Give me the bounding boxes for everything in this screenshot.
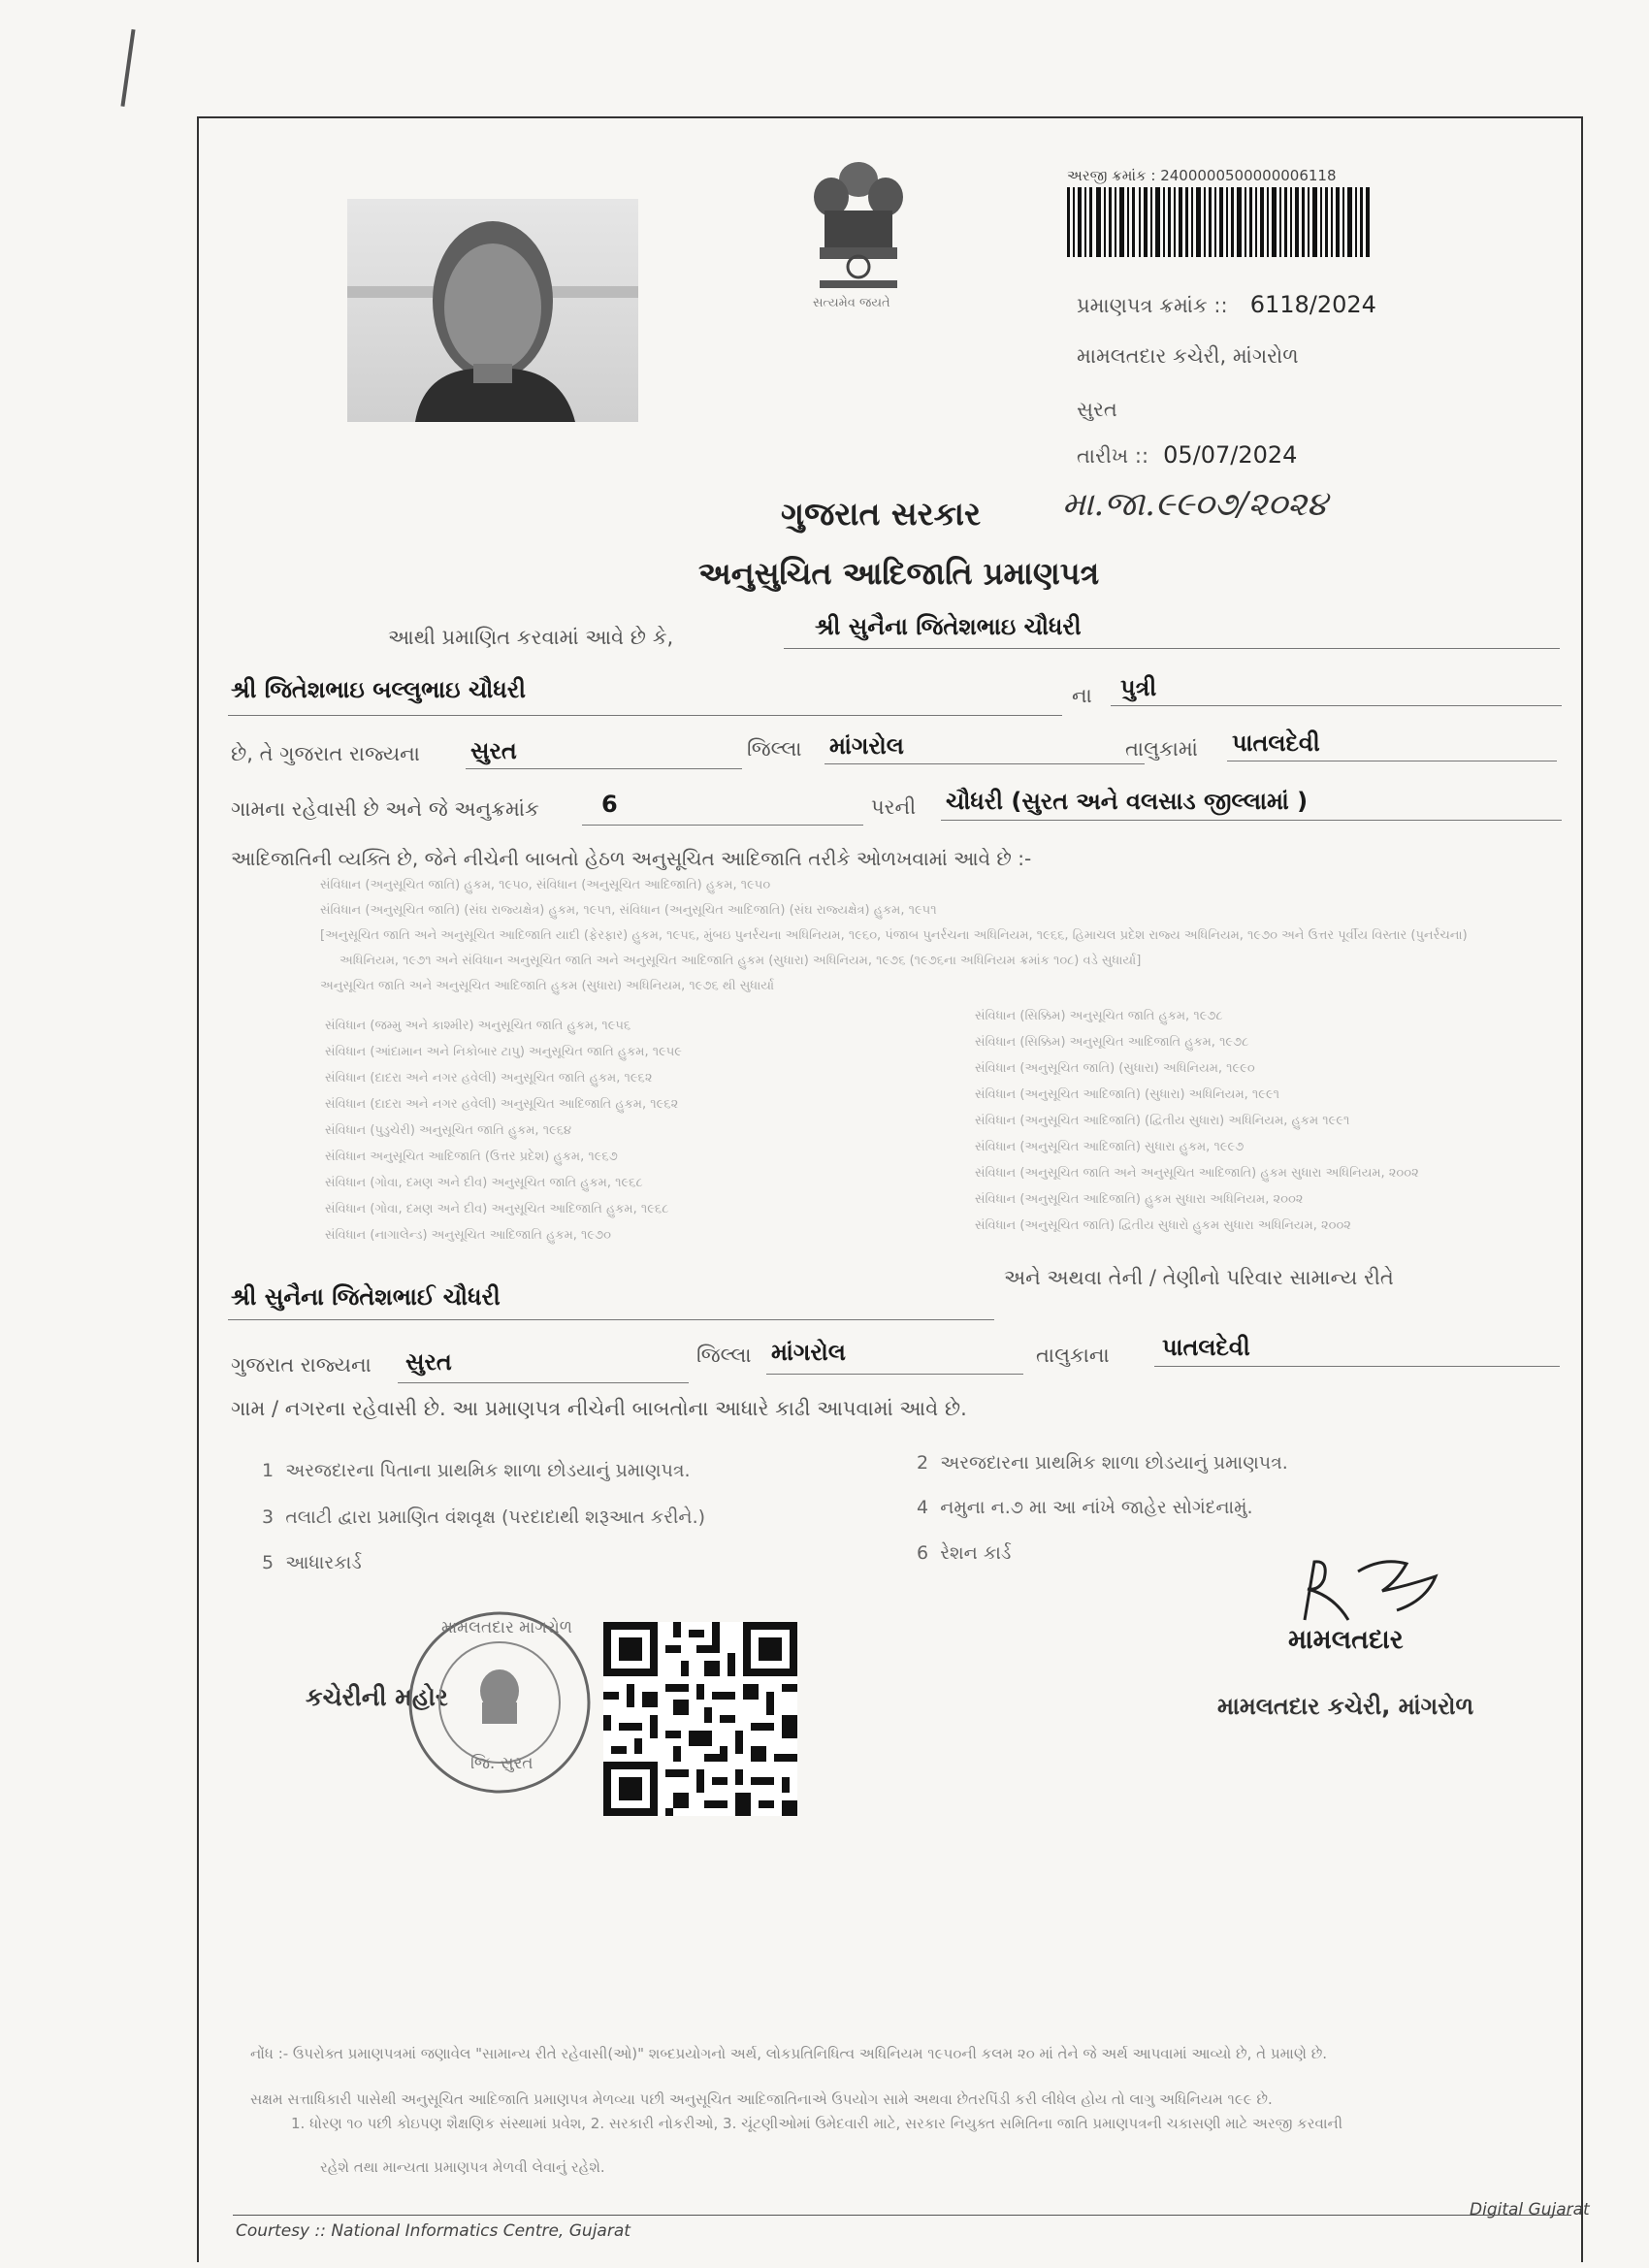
basis-text: ગામ / નગરના રહેવાસી છે. આ પ્રમાણપત્ર નીચેની બાબતોના આધારે કાઢી આપવામાં આવે છે. bbox=[231, 1397, 967, 1420]
order-item: સંવિધાન (સિક્કિમ) અનુસૂચિત આદિજાતિ હુકમ, ૧૯૭૮ bbox=[975, 1035, 1249, 1050]
government-title: ગુજરાત સરકાર bbox=[781, 495, 982, 533]
certificate-date-line bbox=[1077, 441, 1297, 469]
document-item-4: 4 નમુના ન.૭ મા આ નાંખે જાહેર સોગંદનામું. bbox=[917, 1497, 1253, 1518]
qr-code bbox=[603, 1622, 797, 1816]
family-member-name: શ્રી સુનૈના જિતેશભાઈ ચૌધરી bbox=[231, 1283, 501, 1311]
application-number-line bbox=[1067, 167, 1337, 184]
order-item: અધિનિયમ, ૧૯૭૧ અને સંવિધાન અનુસૂચિત જાતિ અને અનુસૂચિત આદિજાતિ હુકમ (સુધારા) અધિનિયમ, ૧૯૭૬ (૧૯૭૬ના અધિનિયમ ક્રમાંક ૧૦૮) વડે સુધાર્યા] bbox=[340, 954, 1142, 968]
district-label: જિલ્લા bbox=[747, 737, 802, 761]
par-label: પરની bbox=[871, 795, 917, 819]
note-1: નોંધ :- ઉપરોક્ત પ્રમાણપત્રમાં જણાવેલ "સામાન્ય રીતે રહેવાસી(ઓ)" શબ્દપ્રયોગનો અર્થ, લોકપ્રતિનિધિત્વ અધિનિયમ ૧૯૫૦ની કલમ ૨૦ માં તેને જે અર્થ આપવામાં આવ્યો છે, તે પ્રમાણે છે. bbox=[250, 2045, 1328, 2062]
order-item: સંવિધાન (દાદરા અને નગર હવેલી) અનુસૂચિત જાતિ હુકમ, ૧૯૬૨ bbox=[325, 1071, 653, 1085]
orders-left-list bbox=[325, 1019, 985, 1254]
document-item-3: 3 તલાટી દ્વારા પ્રમાણિત વંશવૃક્ષ (પરદાદાથી શરૂઆત કરીને.) bbox=[262, 1507, 706, 1528]
applicant-photo bbox=[347, 199, 638, 422]
order-item: સંવિધાન (અનુસૂચિત જાતિ અને અનુસૂચિત આદિજાતિ) હુકમ સુધારા અધિનિયમ, ૨૦૦૨ bbox=[975, 1166, 1419, 1181]
residence-taluka: માંગરોલ bbox=[829, 732, 904, 760]
officer-title: મામલતદાર bbox=[1288, 1625, 1404, 1655]
na-label: ના bbox=[1072, 684, 1092, 707]
national-emblem-icon bbox=[800, 150, 917, 315]
resident-label: ગામના રહેવાસી છે અને જે અનુક્રમાંક bbox=[231, 797, 539, 821]
recognition-text: આદિજાતિની વ્યક્તિ છે, જેને નીચેની બાબતો હેઠળ અનુસૂચિત આદિજાતિ તરીકે ઓળખવામાં આવે છે :- bbox=[231, 847, 1032, 870]
residence-district: સુરત bbox=[470, 737, 517, 764]
application-number: 2400000500000006118 bbox=[1160, 167, 1337, 184]
emblem-caption: સત્યમેવ જયતે bbox=[813, 296, 890, 310]
family-district-rule bbox=[398, 1382, 689, 1383]
taluka-label: તાલુકામાં bbox=[1125, 737, 1198, 761]
order-item: સંવિધાન (અનુસૂચિત આદિજાતિ) સુધારા હુકમ, ૧૯૯૭ bbox=[975, 1140, 1245, 1154]
document-item-1: 1 અરજદારના પિતાના પ્રાથમિક શાળા છોડયાનું પ્રમાણપત્ર. bbox=[262, 1460, 691, 1481]
order-item: સંવિધાન (ગોવા, દમણ અને દીવ) અનુસૂચિત આદિજાતિ હુકમ, ૧૯૬૮ bbox=[325, 1202, 669, 1216]
orders-top-list bbox=[320, 878, 1552, 1004]
footer-credit: Courtesy :: National Informatics Centre, Gujarat bbox=[236, 2221, 630, 2241]
family-district-label: જિલ્લા bbox=[696, 1344, 752, 1367]
certificate-number-label: પ્રમાણપત્ર ક્રમાંક :: bbox=[1077, 294, 1228, 317]
family-taluka-rule bbox=[766, 1374, 1023, 1375]
handwritten-reference: મા.જા.૯૯૦૭/૨૦૨૪ bbox=[1062, 485, 1328, 524]
tribe-name: ચૌધરી (સુરત અને વલસાડ જીલ્લામાં ) bbox=[946, 788, 1309, 815]
order-item: [અનુસૂચિત જાતિ અને અનુસૂચિત આદિજાતિ યાદી (ફેરફાર) હુકમ, ૧૯૫૬, મુંબઇ પુનર્રચના અધિનિયમ, ૧૯૬૦, પંજાબ પુનર્રચના અધિનિયમ, ૧૯૬૬, હિમાચલ પ્રદેશ રાજ્ય અધિનિયમ, ૧૯૭૦ અને ઉત્તર પૂર્વીય વિસ્તાર (પુનર્રચના) bbox=[320, 928, 1468, 943]
footer-brand: Digital Gujarat bbox=[1470, 2200, 1590, 2219]
family-taluka-label: તાલુકાના bbox=[1036, 1344, 1110, 1367]
certificate-number: 6118/2024 bbox=[1249, 291, 1376, 318]
family-village-rule bbox=[1154, 1366, 1560, 1367]
certificate-date: 05/07/2024 bbox=[1163, 441, 1298, 469]
order-item: સંવિધાન (અનુસૂચિત જાતિ) હુકમ, ૧૯૫૦, સંવિધાન (અનુસૂચિત આદિજાતિ) હુકમ, ૧૯૫૦ bbox=[320, 878, 771, 892]
footer-rule bbox=[233, 2215, 1571, 2216]
serial-number-rule bbox=[582, 825, 863, 826]
family-member-rule bbox=[228, 1319, 994, 1320]
family-phrase: અને અથવા તેની / તેણીનો પરિવાર સામાન્ય રીતે bbox=[1004, 1266, 1394, 1289]
document-item-5: 5 આધારકાર્ડ bbox=[262, 1552, 362, 1573]
note-2: સક્ષમ સત્તાધિકારી પાસેથી અનુસૂચિત આદિજાતિ પ્રમાણપત્ર મેળવ્યા પછી અનુસૂચિત આદિજાતિનાએ ઉપયોગ સામે અથવા છેતરપિંડી કરી લીધેલ હોય તો લાગુ અધિનિયમ ૧૯૯ છે. bbox=[250, 2090, 1273, 2108]
relation: પુત્રી bbox=[1120, 674, 1157, 701]
certificate-number-line bbox=[1077, 291, 1376, 318]
officer-signature bbox=[1290, 1552, 1465, 1630]
family-taluka: માંગરોલ bbox=[771, 1339, 846, 1366]
document-item-6: 6 રેશન કાર્ડ bbox=[917, 1542, 1012, 1564]
seal-text-bottom: જિ. સુરત bbox=[470, 1754, 534, 1773]
certify-label: આથી પ્રમાણિત કરવામાં આવે છે કે, bbox=[388, 626, 674, 649]
state-label: છે, તે ગુજરાત રાજ્યના bbox=[231, 742, 420, 765]
note-4: રહેશે તથા માન્યતા પ્રમાણપત્ર મેળવી લેવાનું રહેશે. bbox=[320, 2158, 605, 2176]
order-item: સંવિધાન (અનુસૂચિત જાતિ) (સંઘ રાજ્યક્ષેત્ર) હુકમ, ૧૯૫૧, સંવિધાન (અનુસૂચિત આદિજાતિ) (સંઘ રાજ્યક્ષેત્ર) હુકમ, ૧૯૫૧ bbox=[320, 903, 937, 918]
certificate-date-label: તારીખ :: bbox=[1077, 444, 1149, 468]
applicant-name: શ્રી સુનૈના જિતેશભાઇ ચૌધરી bbox=[815, 613, 1082, 640]
order-item: સંવિધાન (અનુસૂચિત આદિજાતિ) (દ્વિતીય સુધારા) અધિનિયમ, હુકમ ૧૯૯૧ bbox=[975, 1114, 1350, 1128]
order-item: સંવિધાન (અનુસૂચિત જાતિ) (સુધારા) અધિનિયમ, ૧૯૯૦ bbox=[975, 1061, 1255, 1076]
application-number-label: અરજી ક્રમાંક : bbox=[1067, 167, 1156, 184]
order-item: સંવિધાન (જમ્મુ અને કાશ્મીર) અનુસૂચિત જાતિ હુકમ, ૧૯૫૬ bbox=[325, 1019, 631, 1033]
family-district: સુરત bbox=[405, 1348, 452, 1376]
applicant-name-rule bbox=[784, 648, 1560, 649]
residence-taluka-rule bbox=[824, 763, 1145, 764]
order-item: સંવિધાન (ગોવા, દમણ અને દીવ) અનુસૂચિત જાતિ હુકમ, ૧૯૬૮ bbox=[325, 1176, 643, 1190]
order-item: સંવિધાન અનુસૂચિત આદિજાતિ (ઉત્તર પ્રદેશ) હુકમ, ૧૯૬૭ bbox=[325, 1150, 618, 1164]
residence-district-rule bbox=[466, 768, 742, 769]
residence-village: પાતલદેવી bbox=[1232, 729, 1320, 757]
order-item: સંવિધાન (અનુસૂચિત આદિજાતિ) હુકમ સુધારા અધિનિયમ, ૨૦૦૨ bbox=[975, 1192, 1304, 1207]
order-item: સંવિધાન (પુડુચેરી) અનુસૂચિત જાતિ હુકમ, ૧૯૬૪ bbox=[325, 1123, 572, 1138]
parent-name: શ્રી જિતેશભાઇ બલ્લુભાઇ ચૌધરી bbox=[231, 676, 526, 703]
order-item: સંવિધાન (નાગાલેન્ડ) અનુસૂચિત આદિજાતિ હુકમ, ૧૯૭૦ bbox=[325, 1228, 611, 1243]
serial-number: 6 bbox=[601, 791, 618, 818]
document-title: અનુસુચિત આદિજાતિ પ્રમાણપત્ર bbox=[698, 555, 1100, 592]
order-item: સંવિધાન (અનુસૂચિત જાતિ) દ્વિતીય સુધારો હુકમ સુધારા અધિનિયમ, ૨૦૦૨ bbox=[975, 1218, 1351, 1233]
note-3: 1. ધોરણ ૧૦ પછી કોઇપણ શૈક્ષણિક સંસ્થામાં પ્રવેશ, 2. સરકારી નોકરીઓ, 3. ચૂંટણીઓમાં ઉમેદવારી માટે, સરકાર નિયુક્ત સમિતિના જાતિ પ્રમાણપત્રની ચકાસણી માટે અરજી કરવાની bbox=[291, 2115, 1342, 2132]
order-item: અનુસૂચિત જાતિ અને અનુસૂચિત આદિજાતિ હુકમ (સુધારા) અધિનિયમ, ૧૯૭૬ થી સુધાર્યા bbox=[320, 979, 775, 993]
parent-name-rule bbox=[228, 715, 1062, 716]
relation-rule bbox=[1111, 705, 1562, 706]
orders-right-list bbox=[975, 1009, 1557, 1245]
seal-label: કચેરીની મહોર bbox=[306, 1683, 448, 1711]
officer-office: મામલતદાર કચેરી, માંગરોળ bbox=[1217, 1693, 1474, 1720]
order-item: સંવિધાન (દાદરા અને નગર હવેલી) અનુસૂચિત આદિજાતિ હુકમ, ૧૯૬૨ bbox=[325, 1097, 679, 1112]
barcode bbox=[1067, 187, 1371, 257]
document-item-2: 2 અરજદારના પ્રાથમિક શાળા છોડયાનું પ્રમાણપત્ર. bbox=[917, 1452, 1288, 1474]
family-state-label: ગુજરાત રાજ્યના bbox=[231, 1353, 372, 1377]
order-item: સંવિધાન (આંદામાન અને નિકોબાર ટાપુ) અનુસૂચિત જાતિ હુકમ, ૧૯૫૯ bbox=[325, 1045, 683, 1059]
family-village: પાતલદેવી bbox=[1162, 1334, 1250, 1361]
order-item: સંવિધાન (સિક્કિમ) અનુસૂચિત જાતિ હુકમ, ૧૯૭૮ bbox=[975, 1009, 1223, 1023]
issuing-district: સુરત bbox=[1077, 398, 1117, 421]
seal-text-top: મામલતદાર માંગરોળ bbox=[441, 1618, 573, 1637]
order-item: સંવિધાન (અનુસૂચિત આદિજાતિ) (સુધારા) અધિનિયમ, ૧૯૯૧ bbox=[975, 1087, 1280, 1102]
tribe-name-rule bbox=[941, 820, 1562, 821]
issuing-office: મામલતદાર કચેરી, માંગરોળ bbox=[1077, 344, 1299, 368]
binder-mark bbox=[120, 29, 135, 107]
